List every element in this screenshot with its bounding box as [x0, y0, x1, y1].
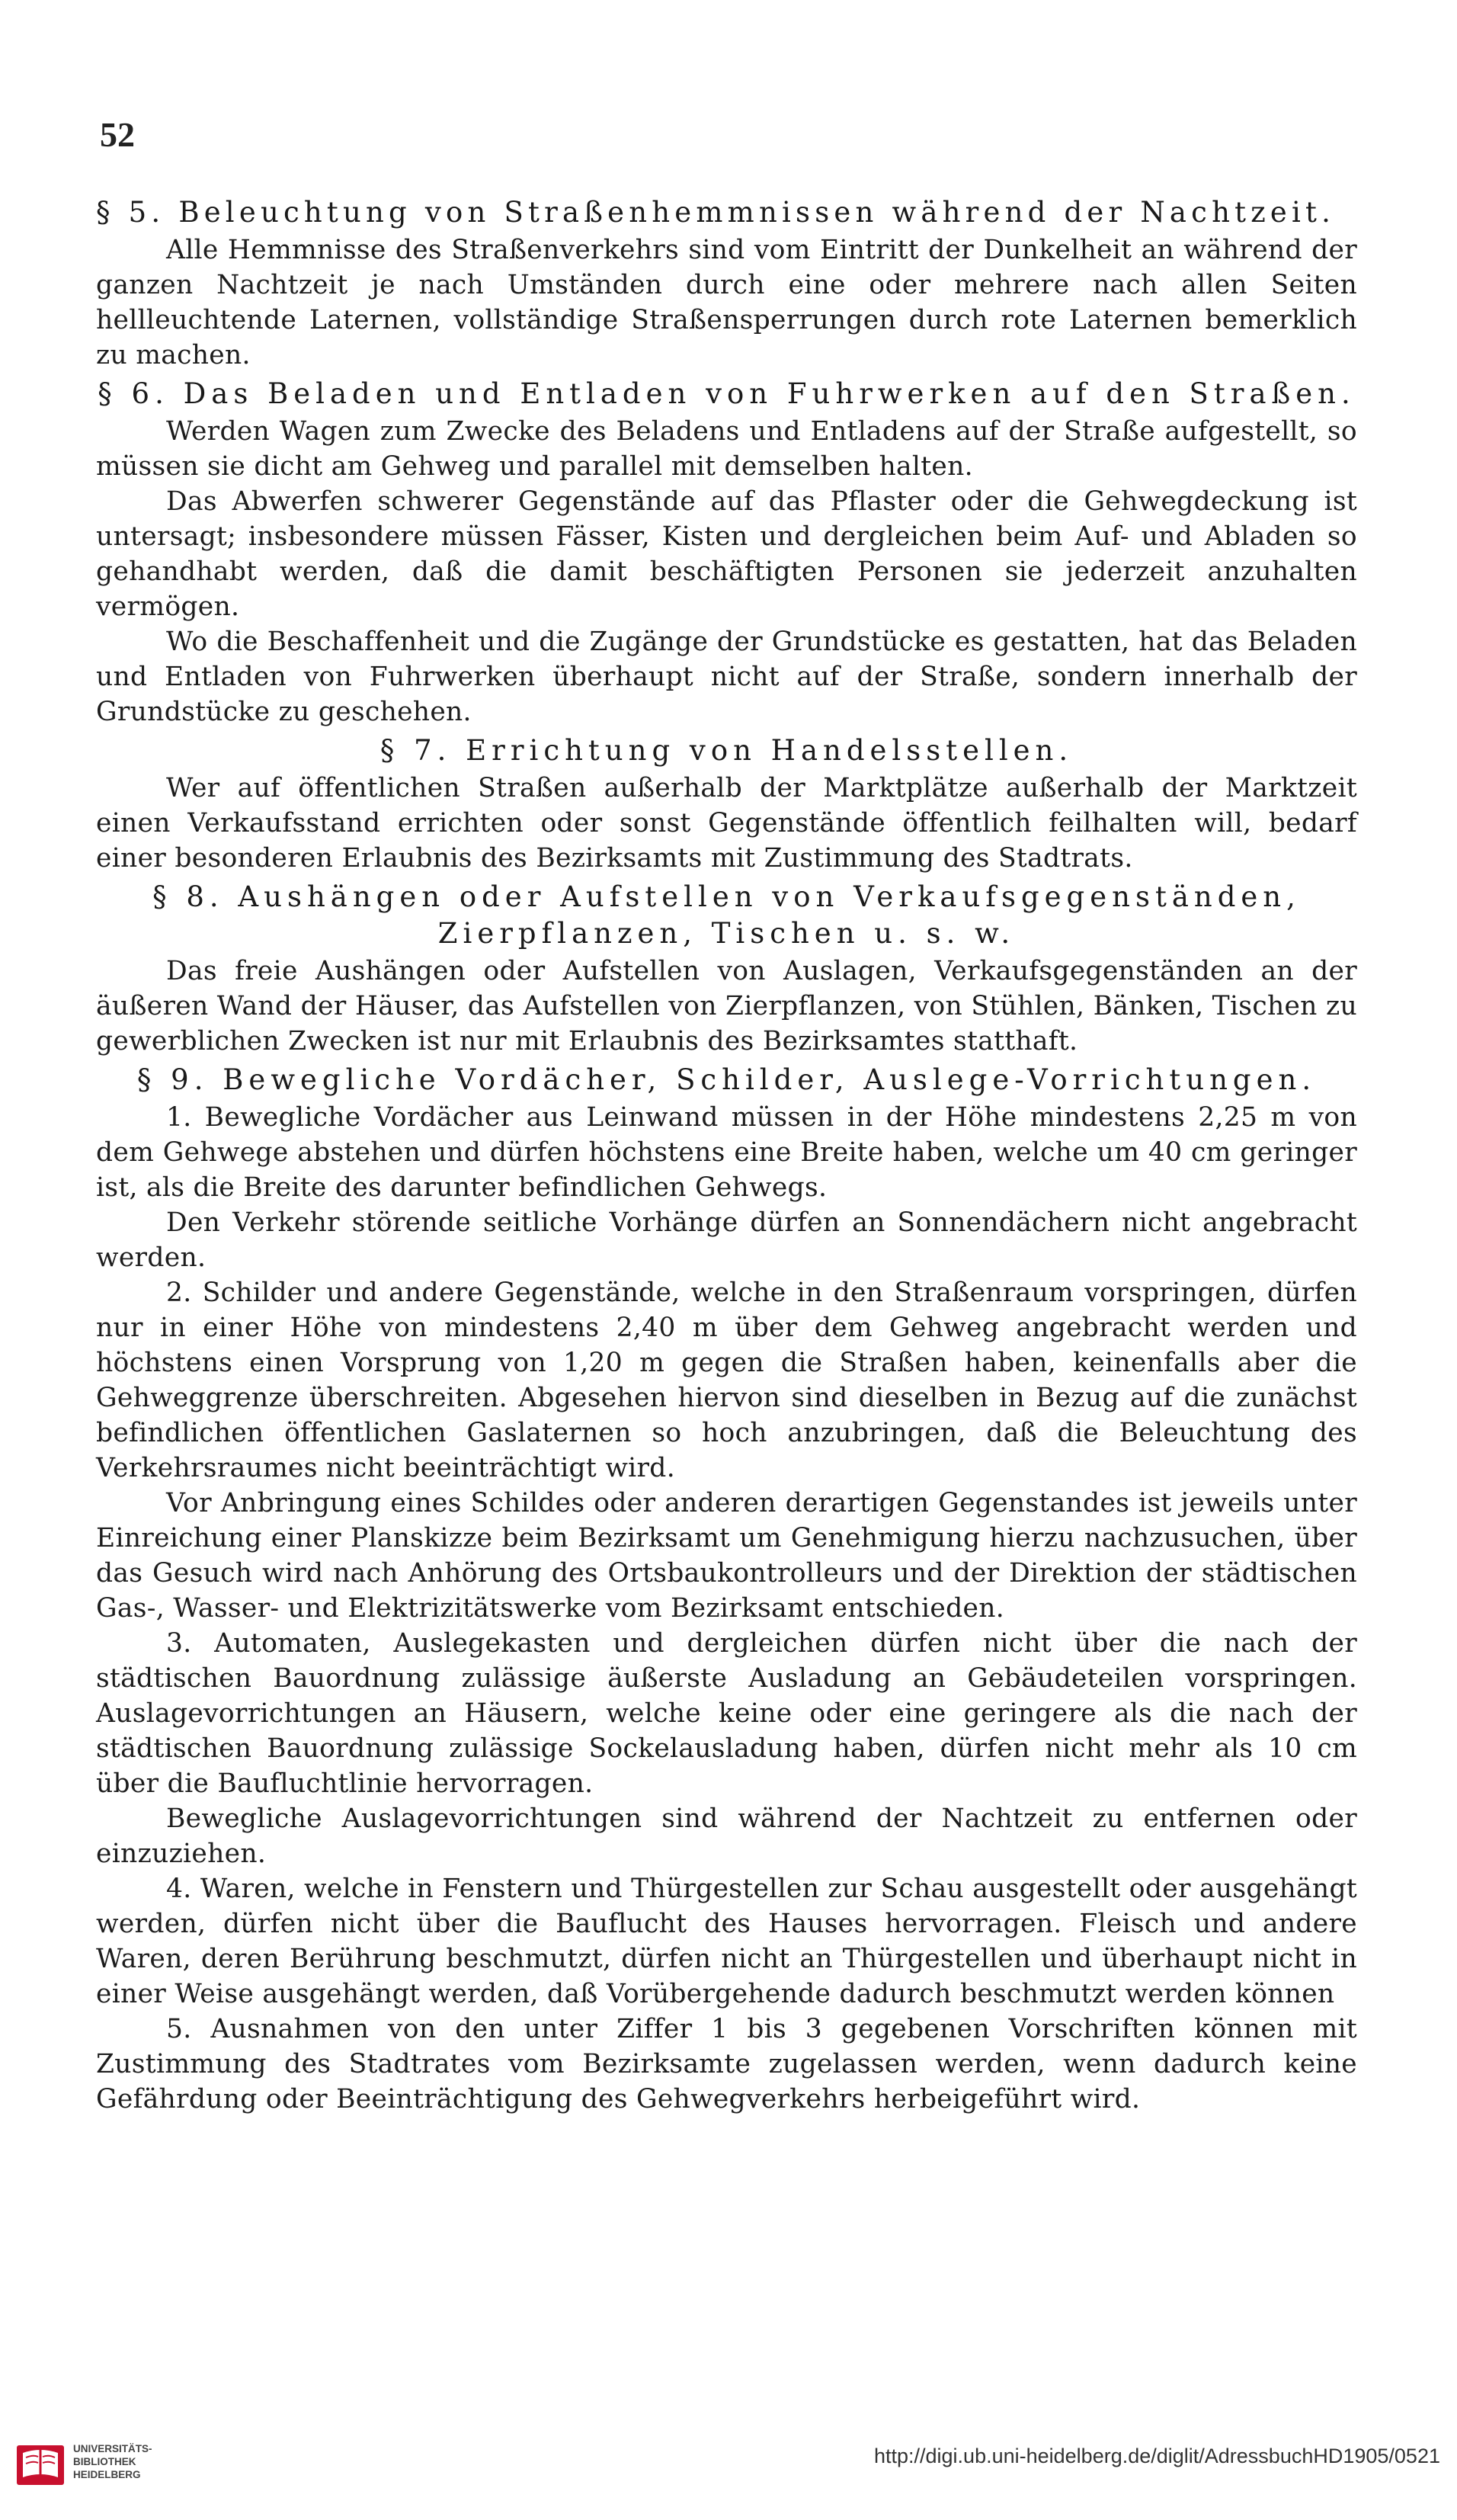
section-9-paragraph-1: 1. Bewegliche Vordächer aus Leinwand müssen in der Höhe mindestens 2,25 m von dem Gehwege abstehen und dürfen höchstens eine Breite haben, welche um 40 cm geringer ist, als die Breite des darunter befindlichen Gehwegs. [96, 1102, 1357, 1203]
book-emblem-icon [15, 2439, 66, 2490]
section-9-paragraph-5: 3. Automaten, Auslegekasten und dergleichen dürfen nicht über die nach der städtischen Bauordnung zulässige äußerste Ausladung an Gebäudeteilen vorspringen. Auslagevorrichtungen an Häusern, welche keine oder eine geringere als die nach der städtischen Bauordnung zulässige Sockelausladung haben, dürfen nicht mehr als 10 cm über die Baufluchtlinie hervorragen. [96, 1628, 1357, 1799]
source-url[interactable]: http://digi.ub.uni-heidelberg.de/diglit/AdressbuchHD1905/0521 [873, 2445, 1440, 2467]
section-8-paragraph-1: Das freie Aushängen oder Aufstellen von Auslagen, Verkaufsgegenständen an der äußeren Wand der Häuser, das Aufstellen von Zierpflanzen, von Stühlen, Bänken, Tischen zu gewerblichen Zwecken ist nur mit Erlaubnis des Bezirksamtes statthaft. [96, 956, 1357, 1056]
library-logo [15, 2439, 198, 2491]
section-6-heading: § 6. Das Beladen und Entladen von Fuhrwerken auf den Straßen. [98, 377, 1356, 410]
section-9-paragraph-6: Bewegliche Auslagevorrichtungen sind während der Nachtzeit zu entfernen oder einzuziehen. [96, 1803, 1357, 1869]
section-9-paragraph-2: Den Verkehr störende seitliche Vorhänge dürfen an Sonnendächern nicht angebracht werden. [96, 1207, 1357, 1273]
library-name-line-2: BIBLIOTHEK [73, 2456, 136, 2467]
section-9-paragraph-3: 2. Schilder und andere Gegenstände, welche in den Straßenraum vorspringen, dürfen nur in einer Höhe von mindestens 2,40 m über dem Gehweg angebracht werden und höchstens einen Vorsprung von 1,20 m gegen die Straßen haben, keinenfalls aber die Gehweggrenze überschreiten. Abgesehen hiervon sind dieselben in Bezug auf die zunächst befindlichen öffentlichen Gaslaternen so hoch anzubringen, daß die Beleuchtung des Verkehrsraumes nicht beeinträchtigt wird. [96, 1278, 1357, 1483]
section-5-paragraph-1: Alle Hemmnisse des Straßenverkehrs sind vom Eintritt der Dunkelheit an während der ganzen Nachtzeit je nach Umständen durch eine oder mehrere nach allen Seiten hellleuchtende Laternen, vollständige Straßensperrungen durch rote Laternen bemerklich zu machen. [96, 235, 1357, 370]
page-text [96, 194, 1357, 2117]
section-7-heading: § 7. Errichtung von Handelsstellen. [379, 734, 1074, 767]
section-6-paragraph-2: Das Abwerfen schwerer Gegenstände auf das Pflaster oder die Gehwegdeckung ist untersagt; insbesondere müssen Fässer, Kisten und dergleichen beim Auf- und Abladen so gehandhabt werden, daß die damit beschäftigten Personen sie jederzeit anzuhalten vermögen. [96, 486, 1357, 622]
section-8-heading: § 8. Aushängen oder Aufstellen von Verkaufsgegenständen, Zierpflanzen, Tischen u. s. w. [152, 880, 1301, 950]
section-6-paragraph-3: Wo die Beschaffenheit und die Zugänge der Grundstücke es gestatten, hat das Beladen und Entladen von Fuhrwerken überhaupt nicht auf der Straße, sondern innerhalb der Grundstücke zu geschehen. [96, 627, 1357, 727]
section-9-paragraph-4: Vor Anbringung eines Schildes oder anderen derartigen Gegenstandes ist jeweils unter Einreichung einer Planskizze beim Bezirksamt um Genehmigung hierzu nachzusuchen, über das Gesuch wird nach Anhörung des Ortsbaukontrolleurs und der Direktion der städtischen Gas-, Wasser- und Elektrizitätswerke vom Bezirksamt entschieden. [96, 1488, 1357, 1624]
section-9-paragraph-7: 4. Waren, welche in Fenstern und Thürgestellen zur Schau ausgestellt oder ausgehängt werden, dürfen nicht über die Bauflucht des Hauses hervorragen. Fleisch und andere Waren, deren Berührung beschmutzt, dürfen nicht an Thürgestellen und überhaupt nicht in einer Weise ausgehängt werden, daß Vorübergehende dadurch beschmutzt werden können [96, 1874, 1357, 2009]
section-9-paragraph-8: 5. Ausnahmen von den unter Ziffer 1 bis 3 gegebenen Vorschriften können mit Zustimmung des Stadtrates vom Bezirksamte zugelassen werden, wenn dadurch keine Gefährdung oder Beeinträchtigung des Gehwegverkehrs herbeigeführt wird. [96, 2014, 1357, 2114]
library-name-line-1: UNIVERSITÄTS- [73, 2443, 152, 2454]
section-9-heading: § 9. Bewegliche Vordächer, Schilder, Auslege-Vorrichtungen. [136, 1063, 1317, 1096]
section-6-paragraph-1: Werden Wagen zum Zwecke des Beladens und Entladens auf der Straße aufgestellt, so müssen sie dicht am Gehweg und parallel mit demselben halten. [96, 416, 1357, 482]
section-7-paragraph-1: Wer auf öffentlichen Straßen außerhalb der Marktplätze außerhalb der Marktzeit einen Verkaufsstand errichten oder sonst Gegenstände öffentlich feilhalten will, bedarf einer besonderen Erlaubnis des Bezirksamts mit Zustimmung des Stadtrats. [96, 773, 1357, 874]
page-number: 52 [100, 115, 135, 154]
library-name-line-3: HEIDELBERG [73, 2469, 141, 2480]
section-5-heading: § 5. Beleuchtung von Straßenhemmnissen während der Nachtzeit. [96, 196, 1336, 229]
library-name [73, 2442, 152, 2481]
